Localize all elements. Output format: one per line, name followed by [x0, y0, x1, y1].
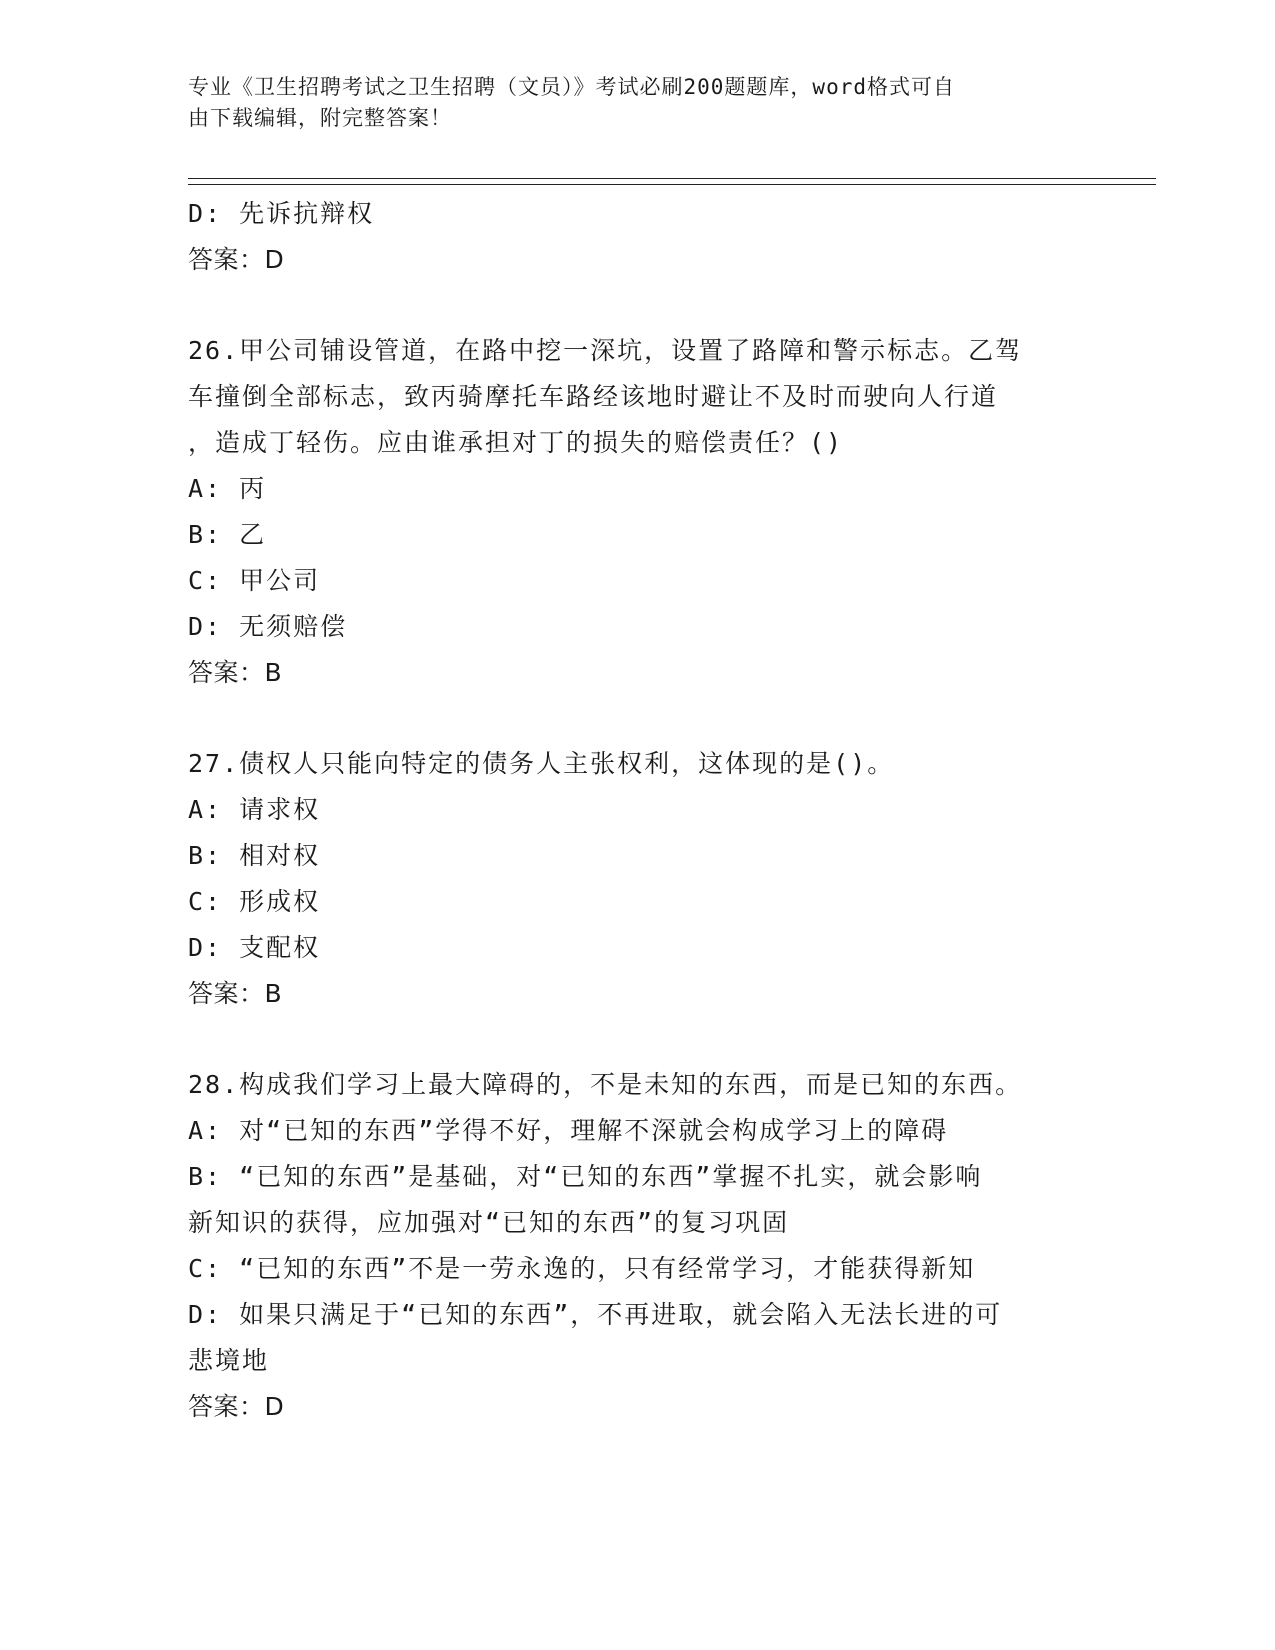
answer-line: 答案：D — [188, 245, 285, 274]
question-27 — [188, 741, 1088, 1017]
question-text-line: 27.债权人只能向特定的债务人主张权利，这体现的是()。 — [188, 749, 895, 778]
option-a: A: 对“已知的东西”学得不好，理解不深就会构成学习上的障碍 — [188, 1116, 949, 1145]
option-a: A: 请求权 — [188, 795, 321, 824]
answer-line: 答案：B — [188, 658, 283, 687]
option-b: B: 相对权 — [188, 841, 321, 870]
option-d: D: 支配权 — [188, 933, 321, 962]
option-c: C: “已知的东西”不是一劳永逸的，只有经常学习，才能获得新知 — [188, 1254, 976, 1283]
header-divider-bottom — [188, 184, 1156, 185]
prev-question-block — [188, 191, 1088, 283]
question-28 — [188, 1062, 1088, 1430]
question-text-line: 28.构成我们学习上最大障碍的，不是未知的东西，而是已知的东西。 — [188, 1070, 1023, 1099]
answer-line: 答案：D — [188, 1392, 285, 1421]
header-divider-top — [188, 178, 1156, 179]
question-text-line: 26.甲公司铺设管道，在路中挖一深坑，设置了路障和警示标志。乙驾 — [188, 336, 1023, 365]
page-header — [188, 72, 1068, 134]
option-b: B: “已知的东西”是基础，对“已知的东西”掌握不扎实，就会影响 — [188, 1162, 983, 1191]
option-b: B: 乙 — [188, 520, 267, 549]
option-d: D: 先诉抗辩权 — [188, 199, 375, 228]
answer-line: 答案：B — [188, 979, 283, 1008]
option-d: D: 无须赔偿 — [188, 612, 348, 641]
option-c: C: 甲公司 — [188, 566, 321, 595]
question-list — [188, 191, 1088, 1430]
header-line-2: 由下载编辑，附完整答案！ — [188, 106, 452, 130]
question-text-line: ，造成丁轻伤。应由谁承担对丁的损失的赔偿责任？() — [188, 428, 844, 457]
question-26 — [188, 328, 1088, 696]
option-d: D: 如果只满足于“已知的东西”，不再进取，就会陷入无法长进的可 — [188, 1300, 1003, 1329]
option-c: C: 形成权 — [188, 887, 321, 916]
header-line-1: 专业《卫生招聘考试之卫生招聘（文员）》考试必刷200题题库，word格式可自 — [188, 75, 955, 99]
option-b-continued: 新知识的获得，应加强对“已知的东西”的复习巩固 — [188, 1208, 790, 1237]
question-text-line: 车撞倒全部标志，致丙骑摩托车路经该地时避让不及时而驶向人行道 — [188, 382, 999, 411]
option-a: A: 丙 — [188, 474, 267, 503]
option-d-continued: 悲境地 — [188, 1346, 270, 1375]
